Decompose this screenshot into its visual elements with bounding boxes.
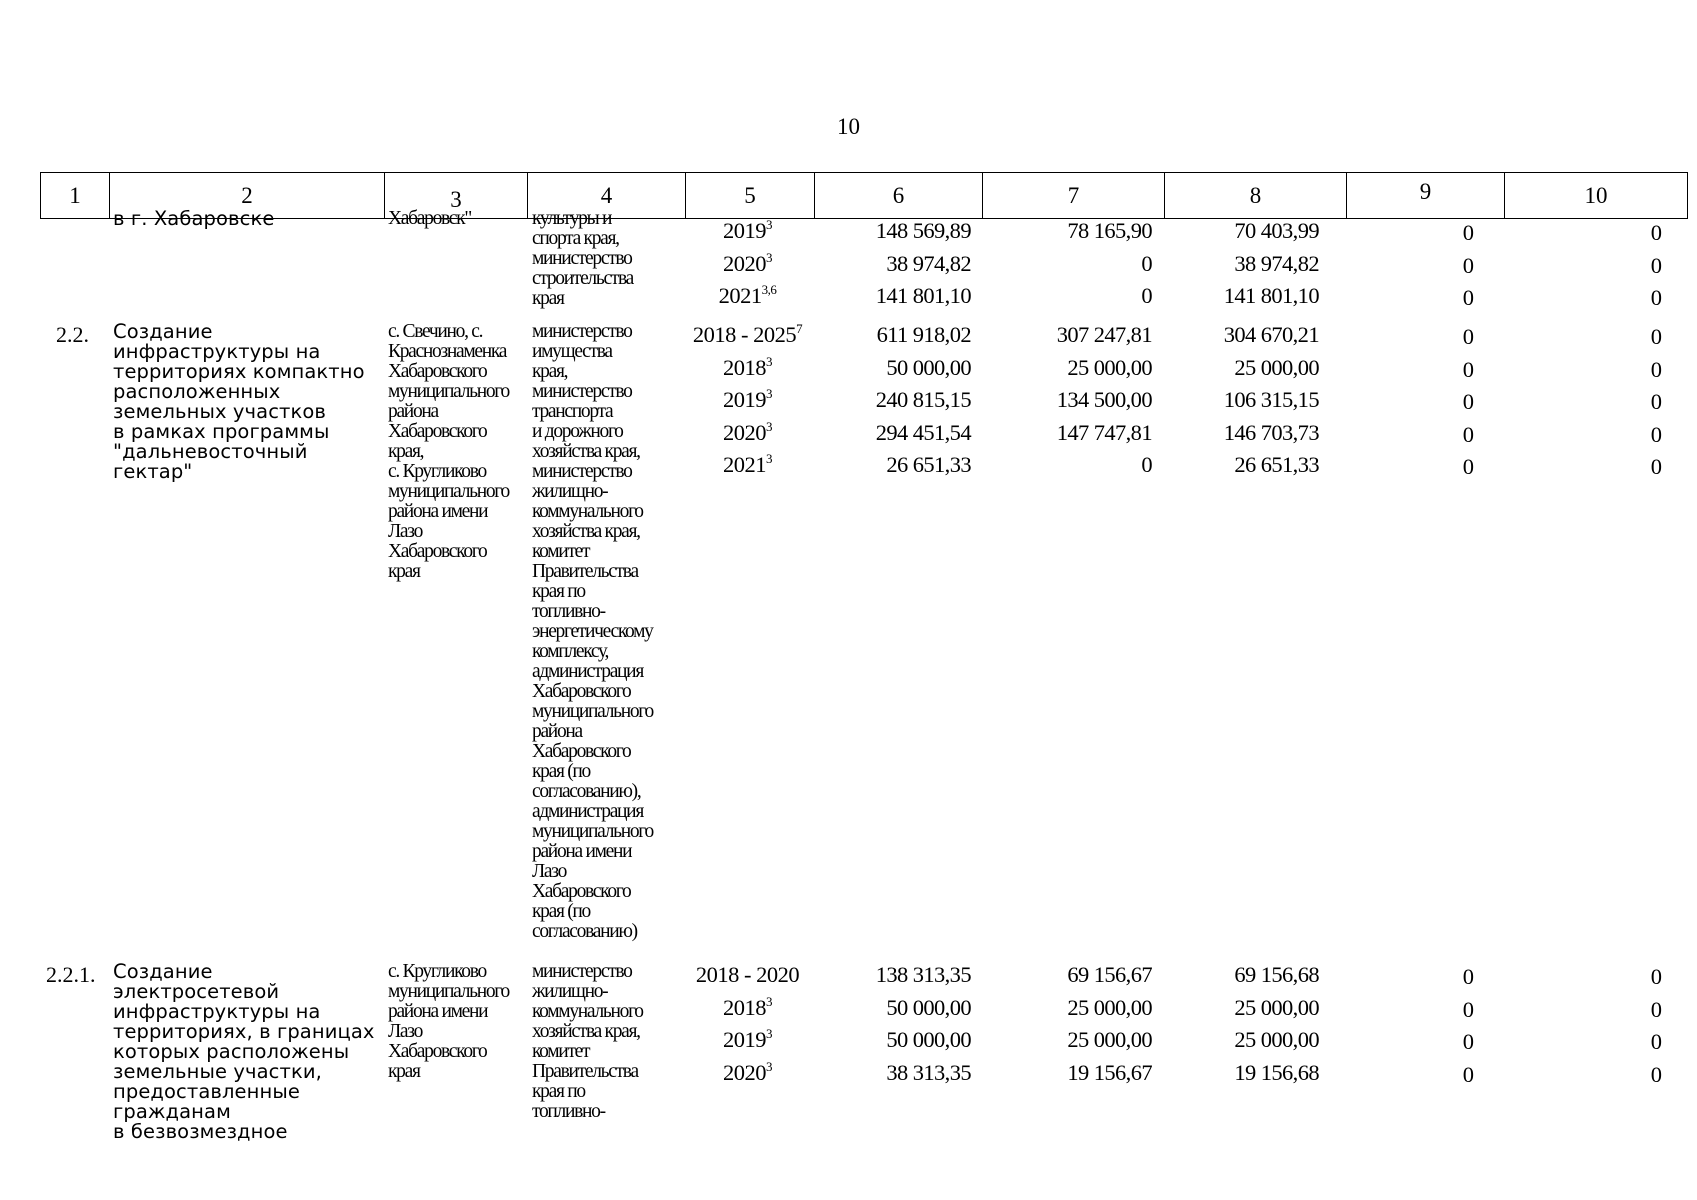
footnote-mark: 3 bbox=[766, 451, 772, 466]
executor-line: коммунального bbox=[532, 1001, 643, 1022]
value-c9: 0 bbox=[1462, 285, 1474, 310]
executor-line: Хабаровского bbox=[532, 741, 631, 762]
table-row bbox=[0, 1027, 1697, 1057]
value-c7: 307 247,81 bbox=[1056, 322, 1152, 347]
period-cell bbox=[680, 962, 815, 988]
location-line: муниципального bbox=[388, 381, 509, 402]
header-col-8: 8 bbox=[1165, 173, 1347, 219]
value-c9: 0 bbox=[1462, 389, 1474, 414]
value-c8: 26 651,33 bbox=[1234, 452, 1319, 477]
period-text: 2018 bbox=[723, 354, 766, 380]
event-name-line: расположенных bbox=[113, 380, 281, 403]
location-line: муниципального bbox=[388, 481, 509, 502]
value-c10: 0 bbox=[1650, 996, 1662, 1022]
executor-line: края (по bbox=[532, 761, 591, 782]
executor-line: министерство bbox=[532, 321, 632, 342]
location-line: края bbox=[388, 561, 420, 582]
location-line: Лазо bbox=[388, 1021, 423, 1042]
table-row bbox=[0, 387, 1697, 417]
value-c9: 0 bbox=[1462, 421, 1474, 447]
value-c7: 0 bbox=[1141, 283, 1152, 308]
value-c10: 0 bbox=[1650, 1029, 1662, 1054]
value-c8: 25 000,00 bbox=[1234, 354, 1319, 380]
executor-line: министерство bbox=[532, 381, 632, 402]
table-row bbox=[0, 218, 1697, 248]
footnote-mark: 3 bbox=[766, 993, 772, 1009]
event-name-line: земельные участки, bbox=[113, 1060, 322, 1083]
executor-line: и дорожного bbox=[532, 421, 623, 442]
value-c8: 38 974,82 bbox=[1234, 250, 1319, 276]
period-text: 2020 bbox=[723, 419, 766, 445]
period-cell bbox=[680, 452, 815, 478]
table-row bbox=[0, 248, 1697, 281]
value-c7: 25 000,00 bbox=[1067, 354, 1152, 380]
footnote-mark: 3 bbox=[766, 1026, 772, 1041]
executor-line: жилищно- bbox=[532, 481, 608, 502]
value-c8: 106 315,15 bbox=[1223, 387, 1319, 412]
period-text: 2019 bbox=[723, 1027, 766, 1052]
value-c7: 134 500,00 bbox=[1056, 387, 1152, 412]
period-cell bbox=[680, 283, 815, 309]
header-col-3: 3 bbox=[385, 173, 528, 219]
header-col-1: 1 bbox=[41, 173, 110, 219]
value-c9: 0 bbox=[1462, 220, 1474, 245]
executor-line: края bbox=[532, 288, 564, 309]
executor-line: топливно- bbox=[532, 1101, 605, 1122]
executor-line: Хабаровского bbox=[532, 681, 631, 702]
value-c8: 69 156,68 bbox=[1234, 962, 1319, 987]
value-c6: 141 801,10 bbox=[875, 283, 971, 308]
value-c8: 304 670,21 bbox=[1223, 322, 1319, 347]
value-c7: 25 000,00 bbox=[1067, 1027, 1152, 1052]
header-col-5: 5 bbox=[686, 173, 815, 219]
footnote-mark: 3 bbox=[766, 249, 772, 265]
footnote-mark: 7 bbox=[796, 321, 803, 336]
executor-line: спорта края, bbox=[532, 228, 619, 249]
executor-line: согласованию) bbox=[532, 921, 637, 942]
header-col-9: 9 bbox=[1347, 173, 1505, 219]
period-text: 2021 bbox=[718, 283, 762, 308]
value-c10: 0 bbox=[1650, 1061, 1662, 1087]
period-text: 2019 bbox=[723, 218, 766, 243]
executor-line: хозяйства края, bbox=[532, 441, 640, 462]
value-c10: 0 bbox=[1650, 220, 1662, 245]
event-name-line: которых расположены bbox=[113, 1040, 350, 1063]
table-row bbox=[0, 962, 1697, 992]
event-name-line: инфраструктуры на bbox=[113, 1000, 321, 1023]
event-name-line: предоставленные bbox=[113, 1080, 300, 1103]
location-line: района bbox=[388, 401, 438, 422]
executor-line: министерство bbox=[532, 461, 632, 482]
executor-line: имущества bbox=[532, 341, 612, 362]
period-text: 2018 bbox=[723, 994, 766, 1020]
value-c8: 19 156,68 bbox=[1234, 1059, 1319, 1085]
period-text: 2021 bbox=[723, 452, 766, 477]
footnote-mark: 3,6 bbox=[761, 282, 777, 297]
value-c10: 0 bbox=[1650, 964, 1662, 989]
executor-line: администрация bbox=[532, 801, 643, 822]
header-col-6: 6 bbox=[815, 173, 983, 219]
executor-line: транспорта bbox=[532, 401, 613, 422]
value-c9: 0 bbox=[1462, 996, 1474, 1022]
period-cell bbox=[680, 995, 815, 1021]
executor-line: жилищно- bbox=[532, 981, 608, 1002]
table-row bbox=[0, 355, 1697, 385]
value-c6: 50 000,00 bbox=[886, 1027, 971, 1052]
value-c9: 0 bbox=[1462, 454, 1474, 479]
period-text: 2018 - 2025 bbox=[692, 322, 797, 347]
value-c6: 38 974,82 bbox=[886, 250, 971, 276]
table-row bbox=[0, 420, 1697, 450]
executor-line: культуры и bbox=[532, 208, 612, 229]
event-name-line: гектар" bbox=[113, 460, 193, 483]
value-c7: 0 bbox=[1141, 452, 1152, 477]
table-row bbox=[0, 1060, 1697, 1090]
executor-line: строительства bbox=[532, 268, 634, 289]
executor-line: края, bbox=[532, 361, 568, 382]
value-c6: 26 651,33 bbox=[886, 452, 971, 477]
event-name-line: территориях, в границах bbox=[113, 1020, 375, 1043]
location-line: Хабаровского bbox=[388, 421, 487, 442]
executor-line: края (по bbox=[532, 901, 591, 922]
event-name-line: в рамках программы bbox=[113, 420, 330, 443]
value-c7: 69 156,67 bbox=[1067, 962, 1152, 987]
table-row bbox=[0, 995, 1697, 1025]
table-row bbox=[0, 452, 1697, 482]
event-name-line: инфраструктуры на bbox=[113, 340, 321, 363]
location-line: района имени bbox=[388, 501, 488, 522]
location-line: района имени bbox=[388, 1001, 488, 1022]
executor-line: Правительства bbox=[532, 561, 638, 582]
period-cell bbox=[680, 1060, 815, 1086]
event-name-line: "дальневосточный bbox=[113, 440, 308, 463]
executor-line: топливно- bbox=[532, 601, 605, 622]
event-name-line: гражданам bbox=[113, 1100, 231, 1123]
value-c10: 0 bbox=[1650, 252, 1662, 278]
value-c6: 50 000,00 bbox=[886, 994, 971, 1020]
period-cell bbox=[680, 251, 815, 277]
page-number: 10 bbox=[837, 114, 860, 139]
executor-line: края по bbox=[532, 581, 585, 602]
value-c7: 147 747,81 bbox=[1056, 419, 1152, 445]
location-line: Хабаровского bbox=[388, 361, 487, 382]
event-name-line: в безвозмездное bbox=[113, 1120, 288, 1143]
value-c8: 25 000,00 bbox=[1234, 1027, 1319, 1052]
executor-line: Хабаровского bbox=[532, 881, 631, 902]
value-c7: 19 156,67 bbox=[1067, 1059, 1152, 1085]
table-row bbox=[0, 322, 1697, 352]
value-c10: 0 bbox=[1650, 454, 1662, 479]
executor-line: комитет bbox=[532, 541, 590, 562]
executor-line: министерство bbox=[532, 961, 632, 982]
executor-line: Лазо bbox=[532, 861, 567, 882]
value-c8: 141 801,10 bbox=[1223, 283, 1319, 308]
period-text: 2020 bbox=[723, 250, 766, 276]
location-line: Лазо bbox=[388, 521, 423, 542]
executor-line: края по bbox=[532, 1081, 585, 1102]
footnote-mark: 3 bbox=[766, 217, 772, 232]
value-c6: 38 313,35 bbox=[886, 1059, 971, 1085]
location-line: края, bbox=[388, 441, 424, 462]
header-col-2: 2 bbox=[110, 173, 385, 219]
row-number: 2.2. bbox=[56, 322, 89, 347]
value-c6: 611 918,02 bbox=[876, 322, 971, 347]
header-col-7: 7 bbox=[983, 173, 1165, 219]
period-cell bbox=[680, 322, 815, 348]
event-name-line: Создание bbox=[113, 320, 213, 343]
value-c9: 0 bbox=[1462, 1061, 1474, 1087]
executor-line: муниципального bbox=[532, 821, 653, 842]
value-c10: 0 bbox=[1650, 356, 1662, 382]
executor-line: муниципального bbox=[532, 701, 653, 722]
location-line: Хабаровск" bbox=[388, 208, 471, 229]
footnote-mark: 3 bbox=[766, 386, 772, 401]
period-text: 2018 - 2020 bbox=[695, 962, 800, 987]
executor-line: энергетическому bbox=[532, 621, 653, 642]
location-line: муниципального bbox=[388, 981, 509, 1002]
value-c10: 0 bbox=[1650, 285, 1662, 310]
value-c10: 0 bbox=[1650, 389, 1662, 414]
value-c7: 25 000,00 bbox=[1067, 994, 1152, 1020]
executor-line: комитет bbox=[532, 1041, 590, 1062]
executor-line: согласованию), bbox=[532, 781, 641, 802]
location-line: с. Кругликово bbox=[388, 461, 486, 482]
period-cell bbox=[680, 218, 815, 244]
executor-line: хозяйства края, bbox=[532, 1021, 640, 1042]
period-cell bbox=[680, 387, 815, 413]
period-text: 2019 bbox=[723, 387, 766, 412]
value-c6: 148 569,89 bbox=[875, 218, 971, 243]
value-c9: 0 bbox=[1462, 252, 1474, 278]
value-c8: 146 703,73 bbox=[1223, 419, 1319, 445]
row-number: 2.2.1. bbox=[46, 962, 96, 987]
executor-line: министерство bbox=[532, 248, 632, 269]
table-row bbox=[0, 283, 1697, 313]
executor-line: района bbox=[532, 721, 582, 742]
location-line: Краснознаменка bbox=[388, 341, 507, 362]
event-name-line: Создание электросетевой bbox=[113, 960, 280, 1003]
event-name-line: земельных участков bbox=[113, 400, 327, 423]
location-line: Хабаровского bbox=[388, 541, 487, 562]
executor-line: района имени bbox=[532, 841, 632, 862]
value-c6: 50 000,00 bbox=[886, 354, 971, 380]
executor-line: хозяйства края, bbox=[532, 521, 640, 542]
value-c7: 78 165,90 bbox=[1067, 218, 1152, 243]
header-col-4: 4 bbox=[528, 173, 686, 219]
value-c7: 0 bbox=[1141, 250, 1152, 276]
footnote-mark: 3 bbox=[766, 353, 772, 369]
value-c6: 138 313,35 bbox=[875, 962, 971, 987]
value-c6: 294 451,54 bbox=[875, 419, 971, 445]
value-c9: 0 bbox=[1462, 324, 1474, 349]
value-c10: 0 bbox=[1650, 324, 1662, 349]
value-c9: 0 bbox=[1462, 1029, 1474, 1054]
executor-line: коммунального bbox=[532, 501, 643, 522]
executor-line: Правительства bbox=[532, 1061, 638, 1082]
period-cell bbox=[680, 1027, 815, 1053]
location-line: края bbox=[388, 1061, 420, 1082]
value-c9: 0 bbox=[1462, 356, 1474, 382]
value-c8: 25 000,00 bbox=[1234, 994, 1319, 1020]
header-col-10: 10 bbox=[1505, 173, 1688, 219]
executor-line: комплексу, bbox=[532, 641, 609, 662]
period-cell bbox=[680, 355, 815, 381]
value-c8: 70 403,99 bbox=[1234, 218, 1319, 243]
value-c6: 240 815,15 bbox=[875, 387, 971, 412]
executor-line: администрация bbox=[532, 661, 643, 682]
footnote-mark: 3 bbox=[766, 418, 772, 434]
location-line: с. Свечино, с. bbox=[388, 321, 483, 342]
value-c10: 0 bbox=[1650, 421, 1662, 447]
period-cell bbox=[680, 420, 815, 446]
event-name-line: в г. Хабаровске bbox=[113, 207, 275, 230]
location-line: Хабаровского bbox=[388, 1041, 487, 1062]
footnote-mark: 3 bbox=[766, 1058, 772, 1074]
value-c9: 0 bbox=[1462, 964, 1474, 989]
event-name-line: территориях компактно bbox=[113, 360, 365, 383]
period-text: 2020 bbox=[723, 1059, 766, 1085]
location-line: с. Кругликово bbox=[388, 961, 486, 982]
